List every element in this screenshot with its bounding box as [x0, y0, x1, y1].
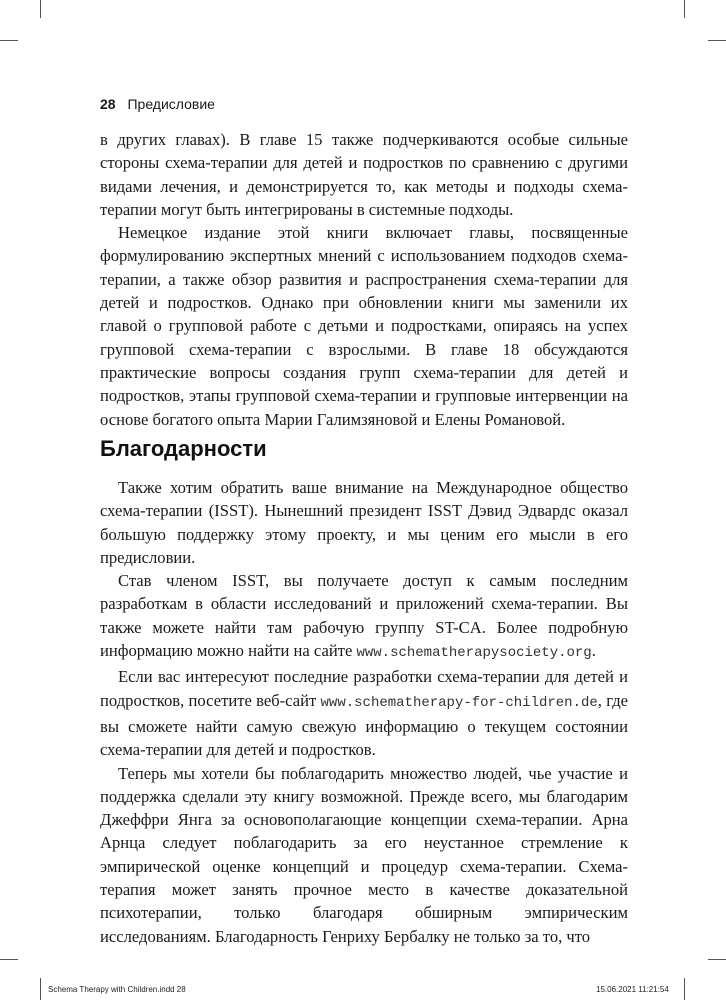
crop-mark	[684, 0, 685, 18]
crop-mark	[708, 40, 726, 41]
body-text-top	[100, 128, 628, 431]
paragraph-text: , где вы сможете найти самую свежую информацию о текущем состоянии схема-терапии для детей и подростков.	[100, 690, 628, 760]
paragraph	[100, 665, 628, 761]
body-text-acknowledgements	[100, 476, 628, 948]
section-title: Предисловие	[127, 96, 215, 112]
paragraph-text: .	[591, 641, 596, 661]
running-head	[100, 96, 215, 112]
paragraph: Теперь мы хотели бы поблагодарить множество людей, чье участие и поддержка сделали эту книгу возможной. Прежде всего, мы благодарим Джеффри Янга за основополагающие концепции схема-терапии. Арна Арнца следует поблагодарить за его неустанное стремление к эмпирической оценке концепций и процедур схема-терапии. Схема-терапия может занять прочное место в качестве доказательной психотерапии, только благодаря обширным эмпирическим исследованиям. Благодарность Генриху Бербалку не только за то, что	[100, 763, 628, 946]
crop-mark	[40, 0, 41, 18]
paragraph: Также хотим обратить ваше внимание на Международное общество схема-терапии (ISST). Нынешний президент ISST Дэвид Эдвардс оказал большую поддержку этому проекту, и мы ценим его мысли в его предисловии.	[100, 478, 628, 567]
paragraph	[100, 569, 628, 665]
paragraph: в других главах). В главе 15 также подчеркиваются особые сильные стороны схема-терапии для детей и подростков по сравнению с другими видами лечения, и демонстрируется то, как методы и подходы схема-терапии могут быть интегрированы в системные подходы.	[100, 130, 628, 219]
section-heading: Благодарности	[100, 436, 267, 461]
website-link[interactable]: www.schematherapysociety.org	[356, 645, 592, 662]
paragraph-text: Если вас интересуют последние разработки схема-терапии для детей и подростков, посетите веб-сайт	[100, 667, 628, 710]
paragraph-text: Став членом ISST, вы получаете доступ к самым последним разработкам в области исследований и приложений схема-терапии. Вы также можете найти там рабочую группу ST-CA. Более подробную информацию можно найти на сайте	[100, 571, 628, 661]
page-number: 28	[100, 96, 116, 112]
website-link[interactable]: www.schematherapy-for-children.de	[320, 694, 598, 711]
crop-mark	[40, 978, 41, 1000]
paragraph: Немецкое издание этой книги включает главы, посвященные формулированию экспертных мнений с использованием подходов схема-терапии, а также обзор развития и распространения схема-терапии для детей и подростков. Однако при обновлении книги мы заменили их главой о групповой работе с детьми и подростками, опираясь на успех групповой схема-терапии с взрослыми. В главе 18 обсуждаются практические вопросы создания групп схема-терапии для детей и подростков, этапы групповой схема-терапии и групповые интервенции на основе богатого опыта Марии Галимзяновой и Елены Романовой.	[100, 223, 628, 429]
slug-timestamp: 15.06.2021 11:21:54	[596, 985, 669, 994]
crop-mark	[708, 959, 726, 960]
slug-filename: Schema Therapy with Children.indd 28	[48, 985, 186, 994]
crop-mark	[684, 978, 685, 1000]
crop-mark	[0, 40, 18, 41]
crop-mark	[0, 959, 18, 960]
